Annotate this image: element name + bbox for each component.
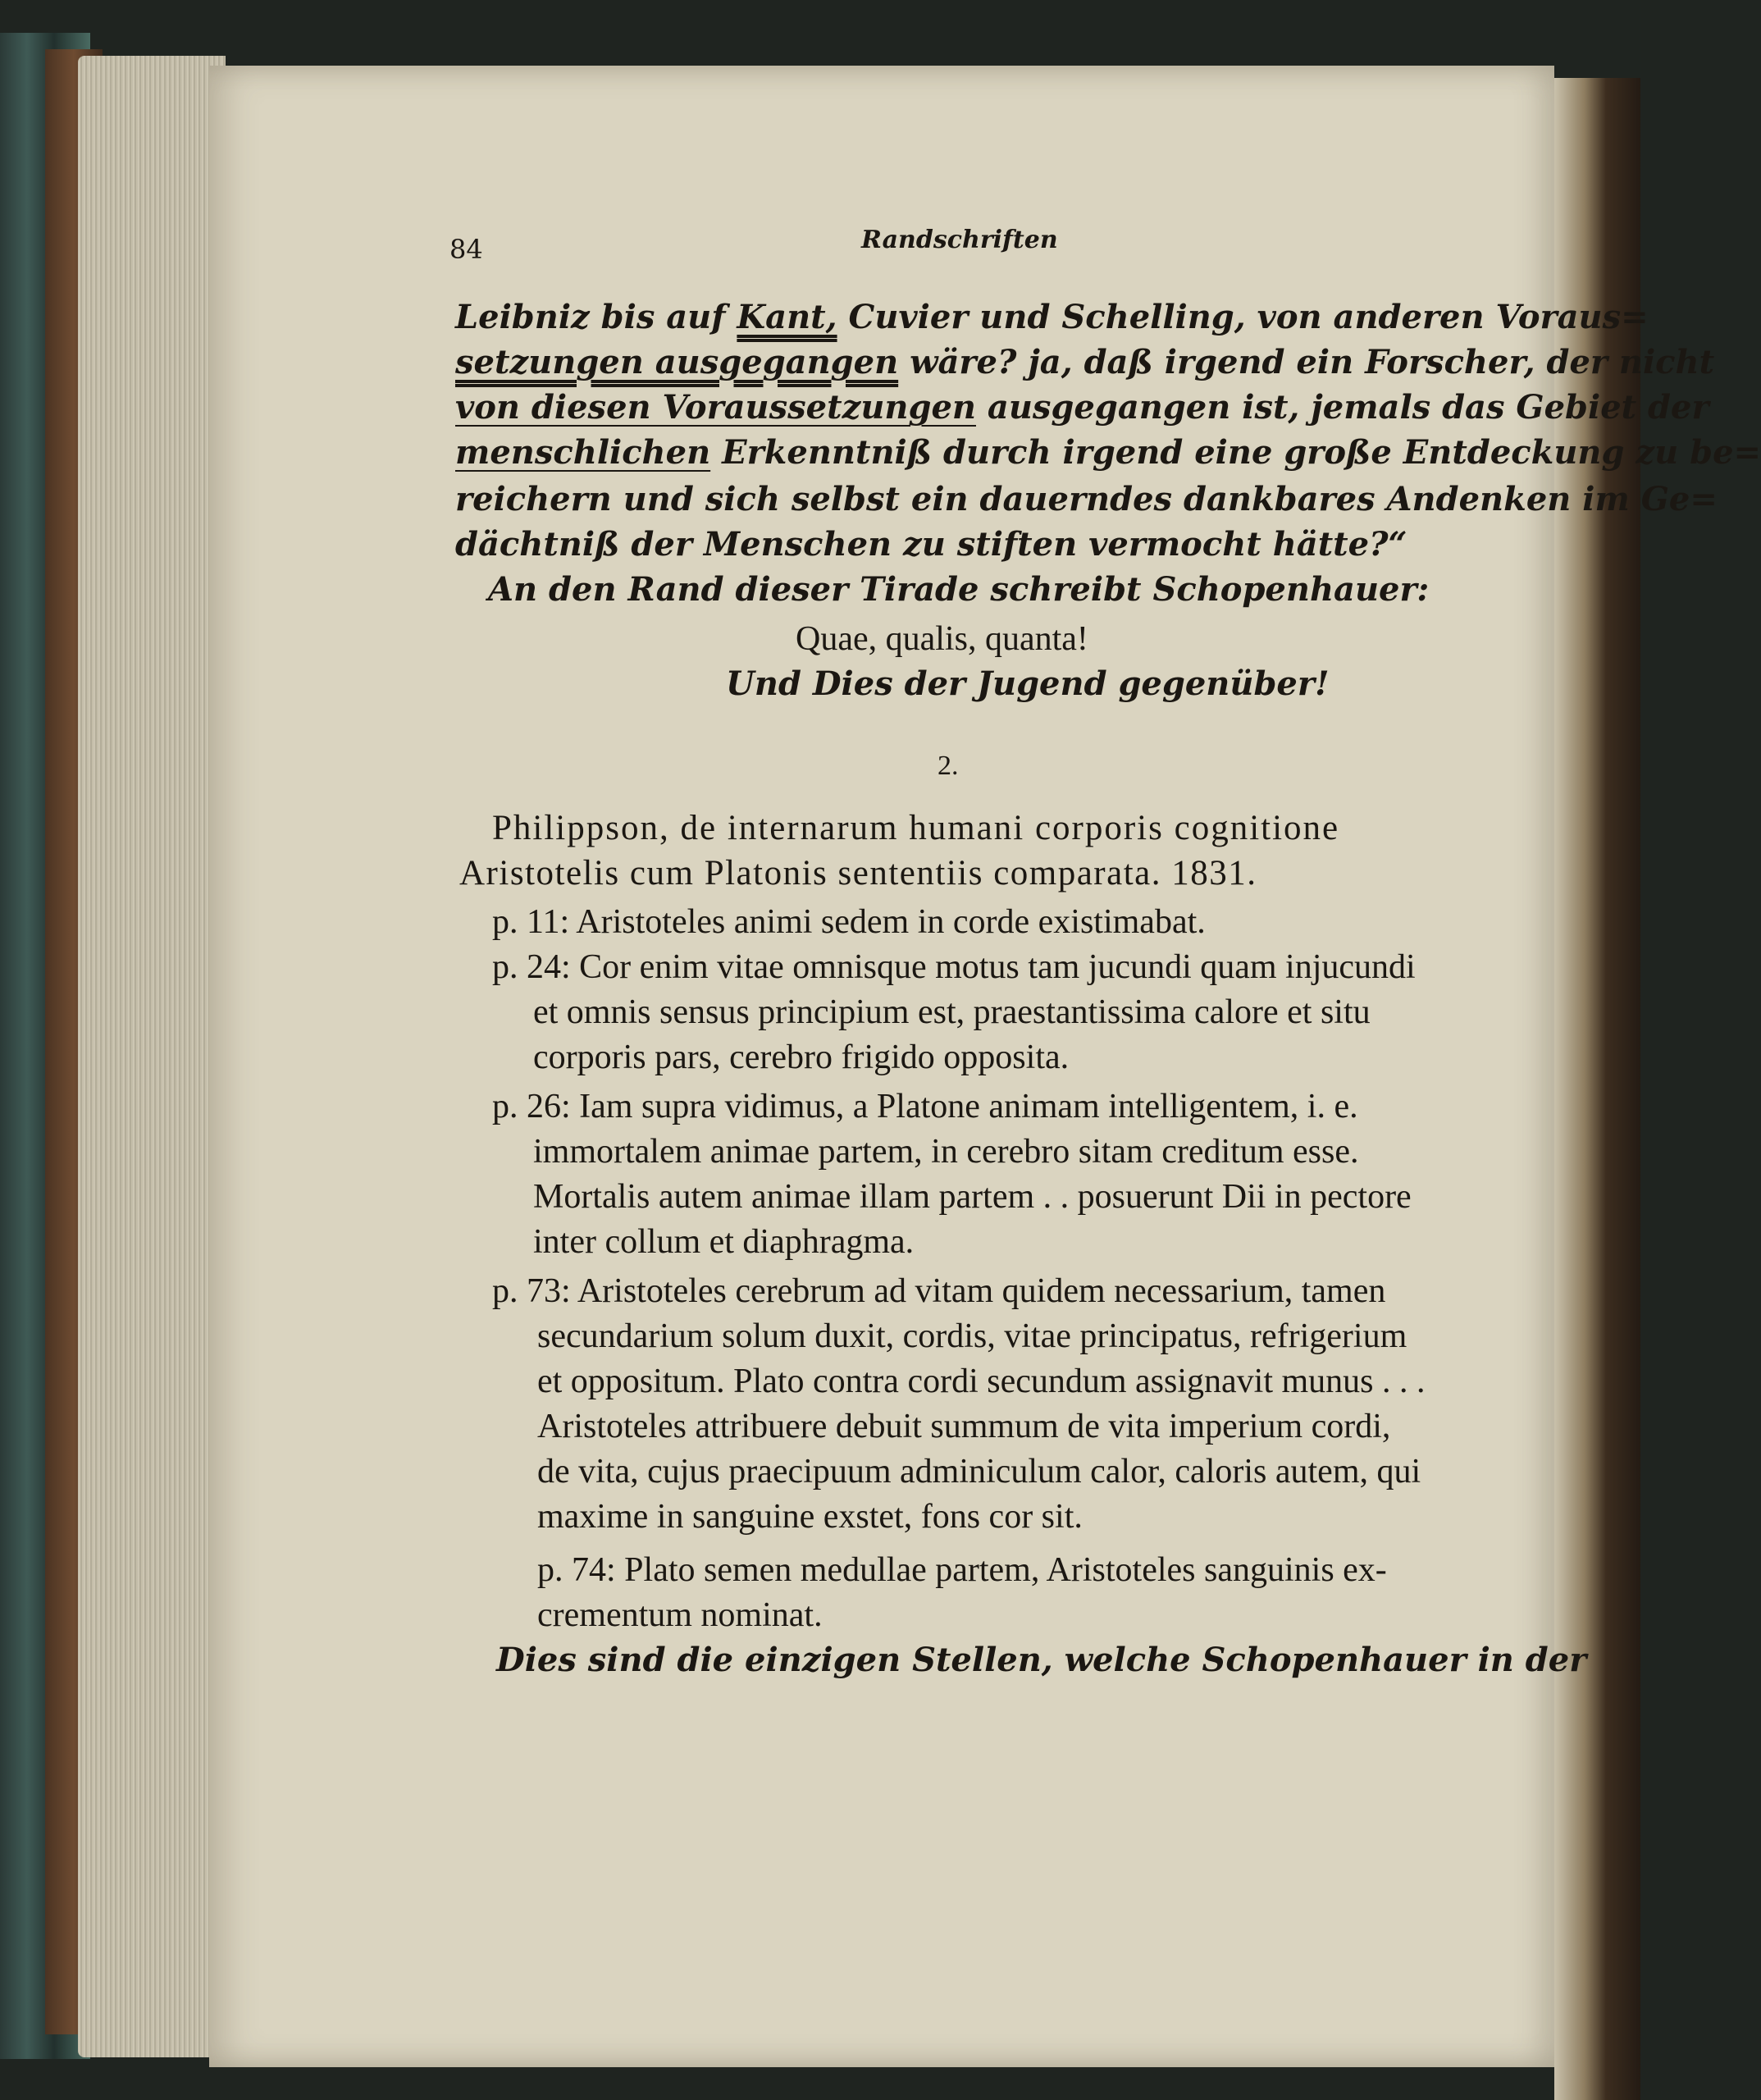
citation-line: crementum nominat. [537,1596,823,1634]
book-page [209,66,1761,2067]
section-title: Aristotelis cum Platonis sententiis comparata. 1831. [459,854,1257,892]
citation-line: Mortalis autem animae illam partem . . posuerunt Dii in pectore [533,1178,1412,1216]
citation-line: corporis pars, cerebro frigido opposita. [533,1039,1070,1076]
quote-line: Leibniz bis auf Kant, Cuvier und Schelling, von anderen Voraus= [455,298,1649,336]
closing-line: Dies sind die einzigen Stellen, welche Schopenhauer in der [496,1641,1587,1679]
citation-line: et oppositum. Plato contra cordi secundum assignavit munus . . . [537,1363,1426,1400]
quote-line: menschlichen Erkenntniß durch irgend eine große Entdeckung zu be= [455,433,1761,472]
quote-line: setzungen ausgegangen wäre? ja, daß irgend ein Forscher, der nicht [455,343,1715,381]
citation-line: p. 11: Aristoteles animi sedem in corde existimabat. [492,903,1206,941]
citation-line: maxime in sanguine exstet, fons cor sit. [537,1498,1083,1536]
section-number: 2. [938,751,959,781]
citation-line: p. 26: Iam supra vidimus, a Platone animam intelligentem, i. e. [492,1088,1358,1125]
latin-remark: Quae, qualis, quanta! [796,620,1088,658]
german-remark: Und Dies der Jugend gegenüber! [726,664,1330,703]
citation-line: Aristoteles attribuere debuit summum de vita imperium cordi, [537,1408,1391,1445]
quote-line: dächtniß der Menschen zu stiften vermocht hätte?“ [455,525,1407,564]
citation-line: de vita, cujus praecipuum adminiculum calor, caloris autem, qui [537,1453,1421,1491]
citation-line: p. 73: Aristoteles cerebrum ad vitam quidem necessarium, tamen [492,1272,1386,1310]
citation-line: inter collum et diaphragma. [533,1223,915,1261]
citation-line: p. 74: Plato semen medullae partem, Aristoteles sanguinis ex- [537,1551,1387,1589]
citation-line: p. 24: Cor enim vitae omnisque motus tam jucundi quam injucundi [492,948,1416,986]
page-number: 84 [449,234,483,265]
citation-line: secundarium solum duxit, cordis, vitae principatus, refrigerium [537,1317,1407,1355]
underlined-phrase: menschlichen [455,433,711,472]
section-title: Philippson, de internarum humani corporis cognitione [492,809,1340,847]
remark-intro: An den Rand dieser Tirade schreibt Schopenhauer: [488,570,1430,609]
citation-line: immortalem animae partem, in cerebro sitam creditum esse. [533,1133,1359,1171]
running-title: Randschriften [861,226,1058,254]
citation-line: et omnis sensus principium est, praestantissima calore et situ [533,993,1371,1031]
underlined-phrase: setzungen ausgegangen [455,343,899,381]
quote-line: von diesen Voraussetzungen ausgegangen ist, jemals das Gebiet der [455,388,1709,427]
underlined-phrase: von diesen Voraussetzungen [455,388,976,427]
quote-line: reichern und sich selbst ein dauerndes dankbares Andenken im Ge= [455,480,1718,518]
underlined-kant: Kant, [737,298,837,336]
page-edges [78,56,226,2057]
